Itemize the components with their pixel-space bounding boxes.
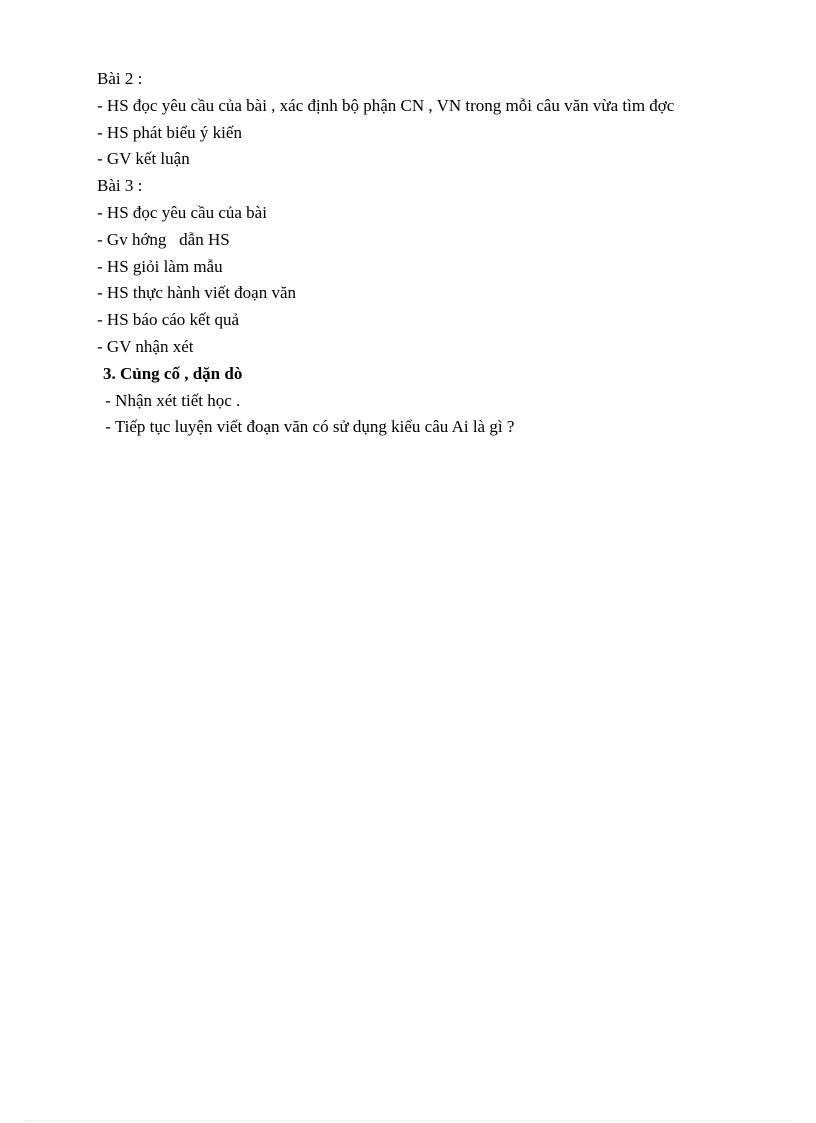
exercise-3-step-practice-writing: - HS thực hành viết đoạn văn [97,283,297,303]
section-3-item-lesson-review: - Nhận xét tiết học . [101,390,241,410]
exercise-3-step-model-example: - HS giỏi làm mẫu [97,256,223,276]
exercise-3-step-report-results: - HS báo cáo kết quả [97,310,240,330]
exercise-2-step-teacher-conclusion: - GV kết luận [97,149,190,169]
section-3-heading: 3. Củng cố , dặn dò [103,363,243,383]
exercise-2-step-read-requirements: - HS đọc yêu cầu của bài , xác định bộ phận CN , VN trong mỗi câu văn vừa tìm đợc [97,95,675,115]
document-body [97,66,727,441]
exercise-2-title: Bài 2 : [97,69,143,88]
exercise-2-step-share-opinion: - HS phát biểu ý kiến [97,122,242,142]
exercise-3-step-teacher-guidance: - Gv hớng dẫn HS [97,229,230,249]
exercise-3-step-read-requirements: - HS đọc yêu cầu của bài [97,202,267,222]
page-bottom-divider [24,1120,792,1121]
exercise-3-step-teacher-feedback: - GV nhận xét [97,336,194,356]
section-3-item-continue-practice: - Tiếp tục luyện viết đoạn văn có sử dụng kiểu câu Ai là gì ? [101,417,515,437]
exercise-3-title: Bài 3 : [97,176,143,196]
